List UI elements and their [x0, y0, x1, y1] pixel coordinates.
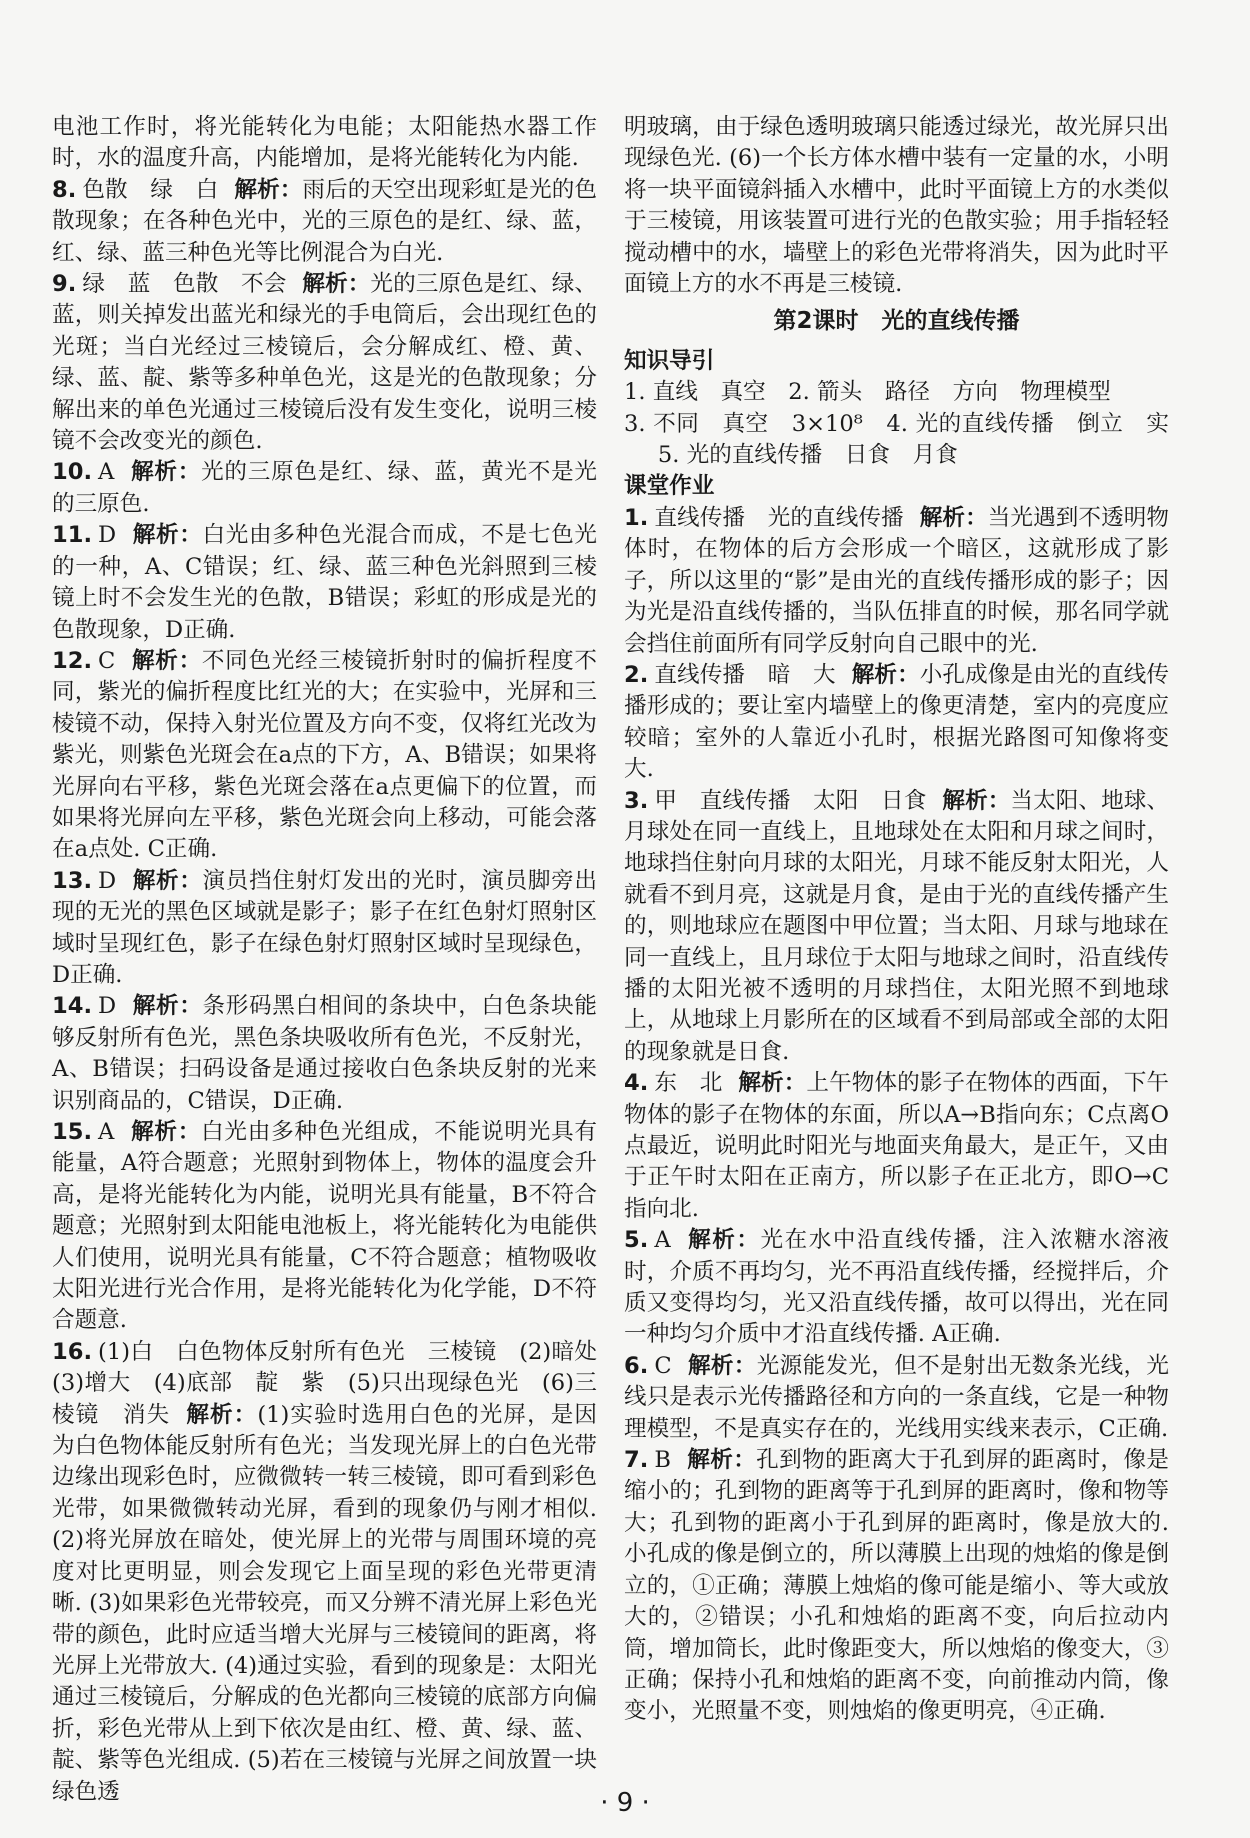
analysis-text: 光源能发光，但不是射出无数条光线，光线只是表示光传播路径和方向的一条直线，它是一种物理模型，不是真实存在的，光线用实线来表示，C正确. [624, 1352, 1170, 1442]
item-answer: A [98, 459, 115, 486]
item-number: 12. [52, 647, 93, 674]
analysis-label: 解析： [132, 867, 203, 894]
analysis-label: 解析： [686, 1227, 761, 1254]
analysis-text: 白光由多种色光混合而成，不是七色光的一种，A、C错误；红、绿、蓝三种色光斜照到三棱镜上时不会发生光的色散，B错误；彩虹的形成是光的色散现象，D正确. [52, 522, 597, 643]
analysis-label: 解析： [131, 647, 202, 674]
analysis-label: 解析： [132, 522, 203, 549]
answer-item [52, 175, 597, 269]
analysis-label: 解析： [919, 504, 988, 531]
analysis-label: 解析： [302, 271, 371, 298]
item-answer: C [98, 647, 116, 674]
analysis-label: 解析： [738, 1070, 807, 1097]
item-answer: D [98, 867, 117, 894]
analysis-text: 条形码黑白相间的条块中，白色条块能够反射所有色光，黑色条块吸收所有色光，不反射光，A、B错误；扫码设备是通过接收白色条块反射的光来识别商品的，C错误，D正确. [52, 993, 597, 1114]
lesson-title: 第2课时 光的直线传播 [773, 308, 1020, 335]
answer-item [52, 1337, 620, 1808]
analysis-text: 当太阳、地球、月球处在同一直线上，且地球处在太阳和月球之间时，地球挡住射向月球的太阳光，月球不能反射太阳光，人就看不到月亮，这就是月食，是由于光的直线传播产生的，则地球应在题图中甲位置；当太阳、月球与地球在同一直线上，且月球位于太阳与地球之间时，沿直线传播的太阳光被不透明的月球挡住，太阳光照不到地球上，从地球上月影所在的区域看不到局部或全部的太阳的现象就是日食. [624, 787, 1170, 1065]
left-column [52, 112, 620, 1808]
item-number: 9. [52, 271, 77, 298]
item-number: 6. [624, 1352, 649, 1379]
item-answer: A [98, 1119, 115, 1145]
analysis-label: 解析： [942, 787, 1011, 814]
page-number: · 9 · [600, 1788, 650, 1818]
item-number: 13. [52, 867, 93, 894]
answer-item [624, 1225, 1169, 1351]
right-continuation: 明玻璃，由于绿色透明玻璃只能透过绿光，故光屏只出现绿色光. (6)一个长方体水槽中装有一定量的水，小明将一块平面镜斜插入水槽中，此时平面镜上方的水类似于三棱镜，用该装置可进行光的色散实验；用手指轻轻搅动槽中的水，墙壁上的彩色光带将消失，因为此时平面镜上方的水不再是三棱镜. [624, 114, 1169, 298]
item-answer: 东 北 [654, 1070, 723, 1097]
analysis-text: 小孔成像是由光的直线传播形成的；要让室内墙壁上的像更清楚，室内的亮度应较暗；室外的人靠近小孔时，根据光路图可知像将变大. [624, 661, 1170, 783]
analysis-text: 光的三原色是红、绿、蓝，黄光不是光的三原色. [52, 459, 597, 517]
answer-item [624, 1445, 1169, 1728]
answer-continuation: 电池工作时，将光能转化为电能；太阳能热水器工作时，水的温度升高，内能增加，是将光能转化为内能. [52, 114, 597, 172]
analysis-label: 解析： [186, 1401, 258, 1428]
analysis-text: 不同色光经三棱镜折射时的偏折程度不同，紫光的偏折程度比红光的大；在实验中，光屏和三棱镜不动，保持入射光位置及方向不变，仅将红光改为紫光，则紫色光斑会在a点的下方，A、B错误；如果将光屏向右平移，紫色光斑会落在a点更偏下的位置，而如果将光屏向左平移，紫色光斑会向上移动，可能会落在a点处. C正确. [52, 647, 598, 863]
analysis-label: 解析： [687, 1352, 757, 1379]
item-answer: D [98, 993, 117, 1020]
answer-item [52, 520, 597, 646]
item-number: 15. [52, 1119, 93, 1145]
answer-item [624, 660, 1169, 786]
answer-item [624, 1068, 1169, 1225]
analysis-text: (1)实验时选用白色的光屏，是因为白色物体能反射所有色光；当发现光屏上的白色光带边缘出现彩色时，应微微转一转三棱镜，即可看到彩色光带，如果微微转动光屏，看到的现象仍与刚才相似. (2)将光屏放在暗处，使光屏上的光带与周围环境的亮度对比更明显，则会发现它上面呈现的彩色光带更清晰. (3)如果彩色光带较亮，而又分辨不清光屏上彩色光带的颜色，此时应适当增大光屏与三棱镜间的距离，将光屏上光带放大. (4)通过实验，看到的现象是：太阳光通过三棱镜后，分解成的色光都向三棱镜的底部方向偏折，彩色光带从上到下依次是由红、橙、黄、绿、蓝、靛、紫等色光组成. (5)若在三棱镜与光屏之间放置一块绿色透 [52, 1401, 598, 1805]
item-number: 3. [624, 787, 649, 814]
analysis-text: 上午物体的影子在物体的西面，下午物体的影子在物体的东面，所以A→B指向东；C点离O点最近，说明此时阳光与地面夹角最大，是正午，又由于正午时太阳在正南方，所以影子在正北方，即O→C指向北. [624, 1070, 1170, 1222]
analysis-text: 光在水中沿直线传播，注入浓糖水溶液时，介质不再均匀，光不再沿直线传播，经搅拌后，介质又变得均匀，光又沿直线传播，故可以得出，光在同一种均匀介质中才沿直线传播. A正确. [624, 1227, 1170, 1348]
item-answer: 绿 蓝 色散 不会 [82, 271, 287, 298]
guide-line-1: 1. 直线 真空 2. 箭头 路径 方向 物理模型 [624, 379, 1111, 406]
analysis-text: 演员挡住射灯发出的光时，演员脚旁出现的无光的黑色区域就是影子；影子在红色射灯照射区域时呈现红色，影子在绿色射灯照射区域时呈现绿色，D正确. [52, 867, 597, 988]
item-answer: 直线传播 光的直线传播 [654, 504, 904, 531]
item-answer: B [654, 1447, 671, 1474]
answer-item [624, 786, 1169, 1069]
item-number: 1. [624, 504, 649, 531]
analysis-label: 解析： [132, 993, 203, 1020]
item-number: 10. [52, 459, 93, 486]
item-answer: C [654, 1352, 672, 1379]
analysis-text: 当光遇到不透明物体时，在物体的后方会形成一个暗区，这就形成了影子，所以这里的“影”是由光的直线传播形成的影子；因为光是沿直线传播的，当队伍排直的时候，那名同学就会挡住前面所有同学反射向自己眼中的光. [624, 504, 1170, 657]
item-answer: 直线传播 暗 大 [654, 661, 836, 688]
answer-item [624, 503, 1169, 660]
item-number: 5. [624, 1227, 649, 1254]
item-answer: D [98, 522, 117, 549]
item-answer: 甲 直线传播 太阳 日食 [654, 787, 927, 814]
analysis-label: 解析： [130, 459, 202, 486]
item-number: 16. [52, 1338, 93, 1365]
analysis-text: 雨后的天空出现彩虹是光的色散现象；在各种色光中，光的三原色的是红、绿、蓝，红、绿、蓝三种色光等比例混合为白光. [52, 176, 598, 266]
answer-item [52, 646, 597, 866]
section-heading-guide: 知识导引 [624, 347, 715, 374]
analysis-label: 解析： [851, 661, 920, 688]
analysis-label: 解析： [686, 1447, 757, 1474]
answer-item [52, 866, 597, 992]
answer-item [52, 457, 597, 520]
answer-item [52, 269, 597, 457]
answer-item [52, 991, 597, 1117]
item-answer: 色散 绿 白 [82, 176, 219, 203]
guide-line-2: 3. 不同 真空 3×10⁸ 4. 光的直线传播 倒立 实 5. 光的直线传播 日食 月食 [624, 410, 1192, 469]
item-number: 7. [624, 1447, 649, 1474]
analysis-label: 解析： [130, 1119, 202, 1145]
item-number: 2. [624, 661, 649, 688]
item-number: 14. [52, 993, 93, 1020]
item-number: 8. [52, 176, 77, 203]
classwork-items [624, 503, 1169, 1728]
item-answer: A [654, 1227, 671, 1254]
answer-item [52, 1117, 597, 1337]
section-heading-classwork: 课堂作业 [624, 473, 715, 500]
answer-item [624, 1351, 1169, 1445]
item-number: 11. [52, 522, 93, 549]
analysis-label: 解析： [234, 176, 303, 203]
analysis-text: 白光由多种色光组成，不能说明光具有能量，A符合题意；光照射到物体上，物体的温度会升高，是将光能转化为内能，说明光具有能量，B不符合题意；光照射到太阳能电池板上，将光能转化为电能供人们使用，说明光具有能量，C不符合题意；植物吸收太阳光进行光合作用，是将光能转化为化学能，D不符合题意. [52, 1119, 597, 1334]
analysis-text: 孔到物的距离大于孔到屏的距离时，像是缩小的；孔到物的距离等于孔到屏的距离时，像和物等大；孔到物的距离小于孔到屏的距离时，像是放大的. 小孔成的像是倒立的，所以薄膜上出现的烛焰的像是倒立的，①正确；薄膜上烛焰的像可能是缩小、等大或放大的，②错误；小孔和烛焰的距离不变，向后拉动内筒，增加筒长，此时像距变大，所以烛焰的像变大，③正确；保持小孔和烛焰的距离不变，向前推动内筒，像变小，光照量不变，则烛焰的像更明亮，④正确. [624, 1447, 1170, 1725]
item-number: 4. [624, 1070, 649, 1097]
item-answer: (1)白 白色物体反射所有色光 三棱镜 (2)暗处 (3)增大 (4)底部 靛 紫 (5)只出现绿色光 (6)三棱镜 消失 [52, 1338, 620, 1428]
right-column [624, 112, 1192, 1728]
analysis-text: 光的三原色是红、绿、蓝，则关掉发出蓝光和绿光的手电筒后，会出现红色的光斑；当白光经过三棱镜后，会分解成红、橙、黄、绿、蓝、靛、紫等多种单色光，这是光的色散现象；分解出来的单色光通过三棱镜后没有发生变化，说明三棱镜不会改变光的颜色. [52, 271, 598, 455]
